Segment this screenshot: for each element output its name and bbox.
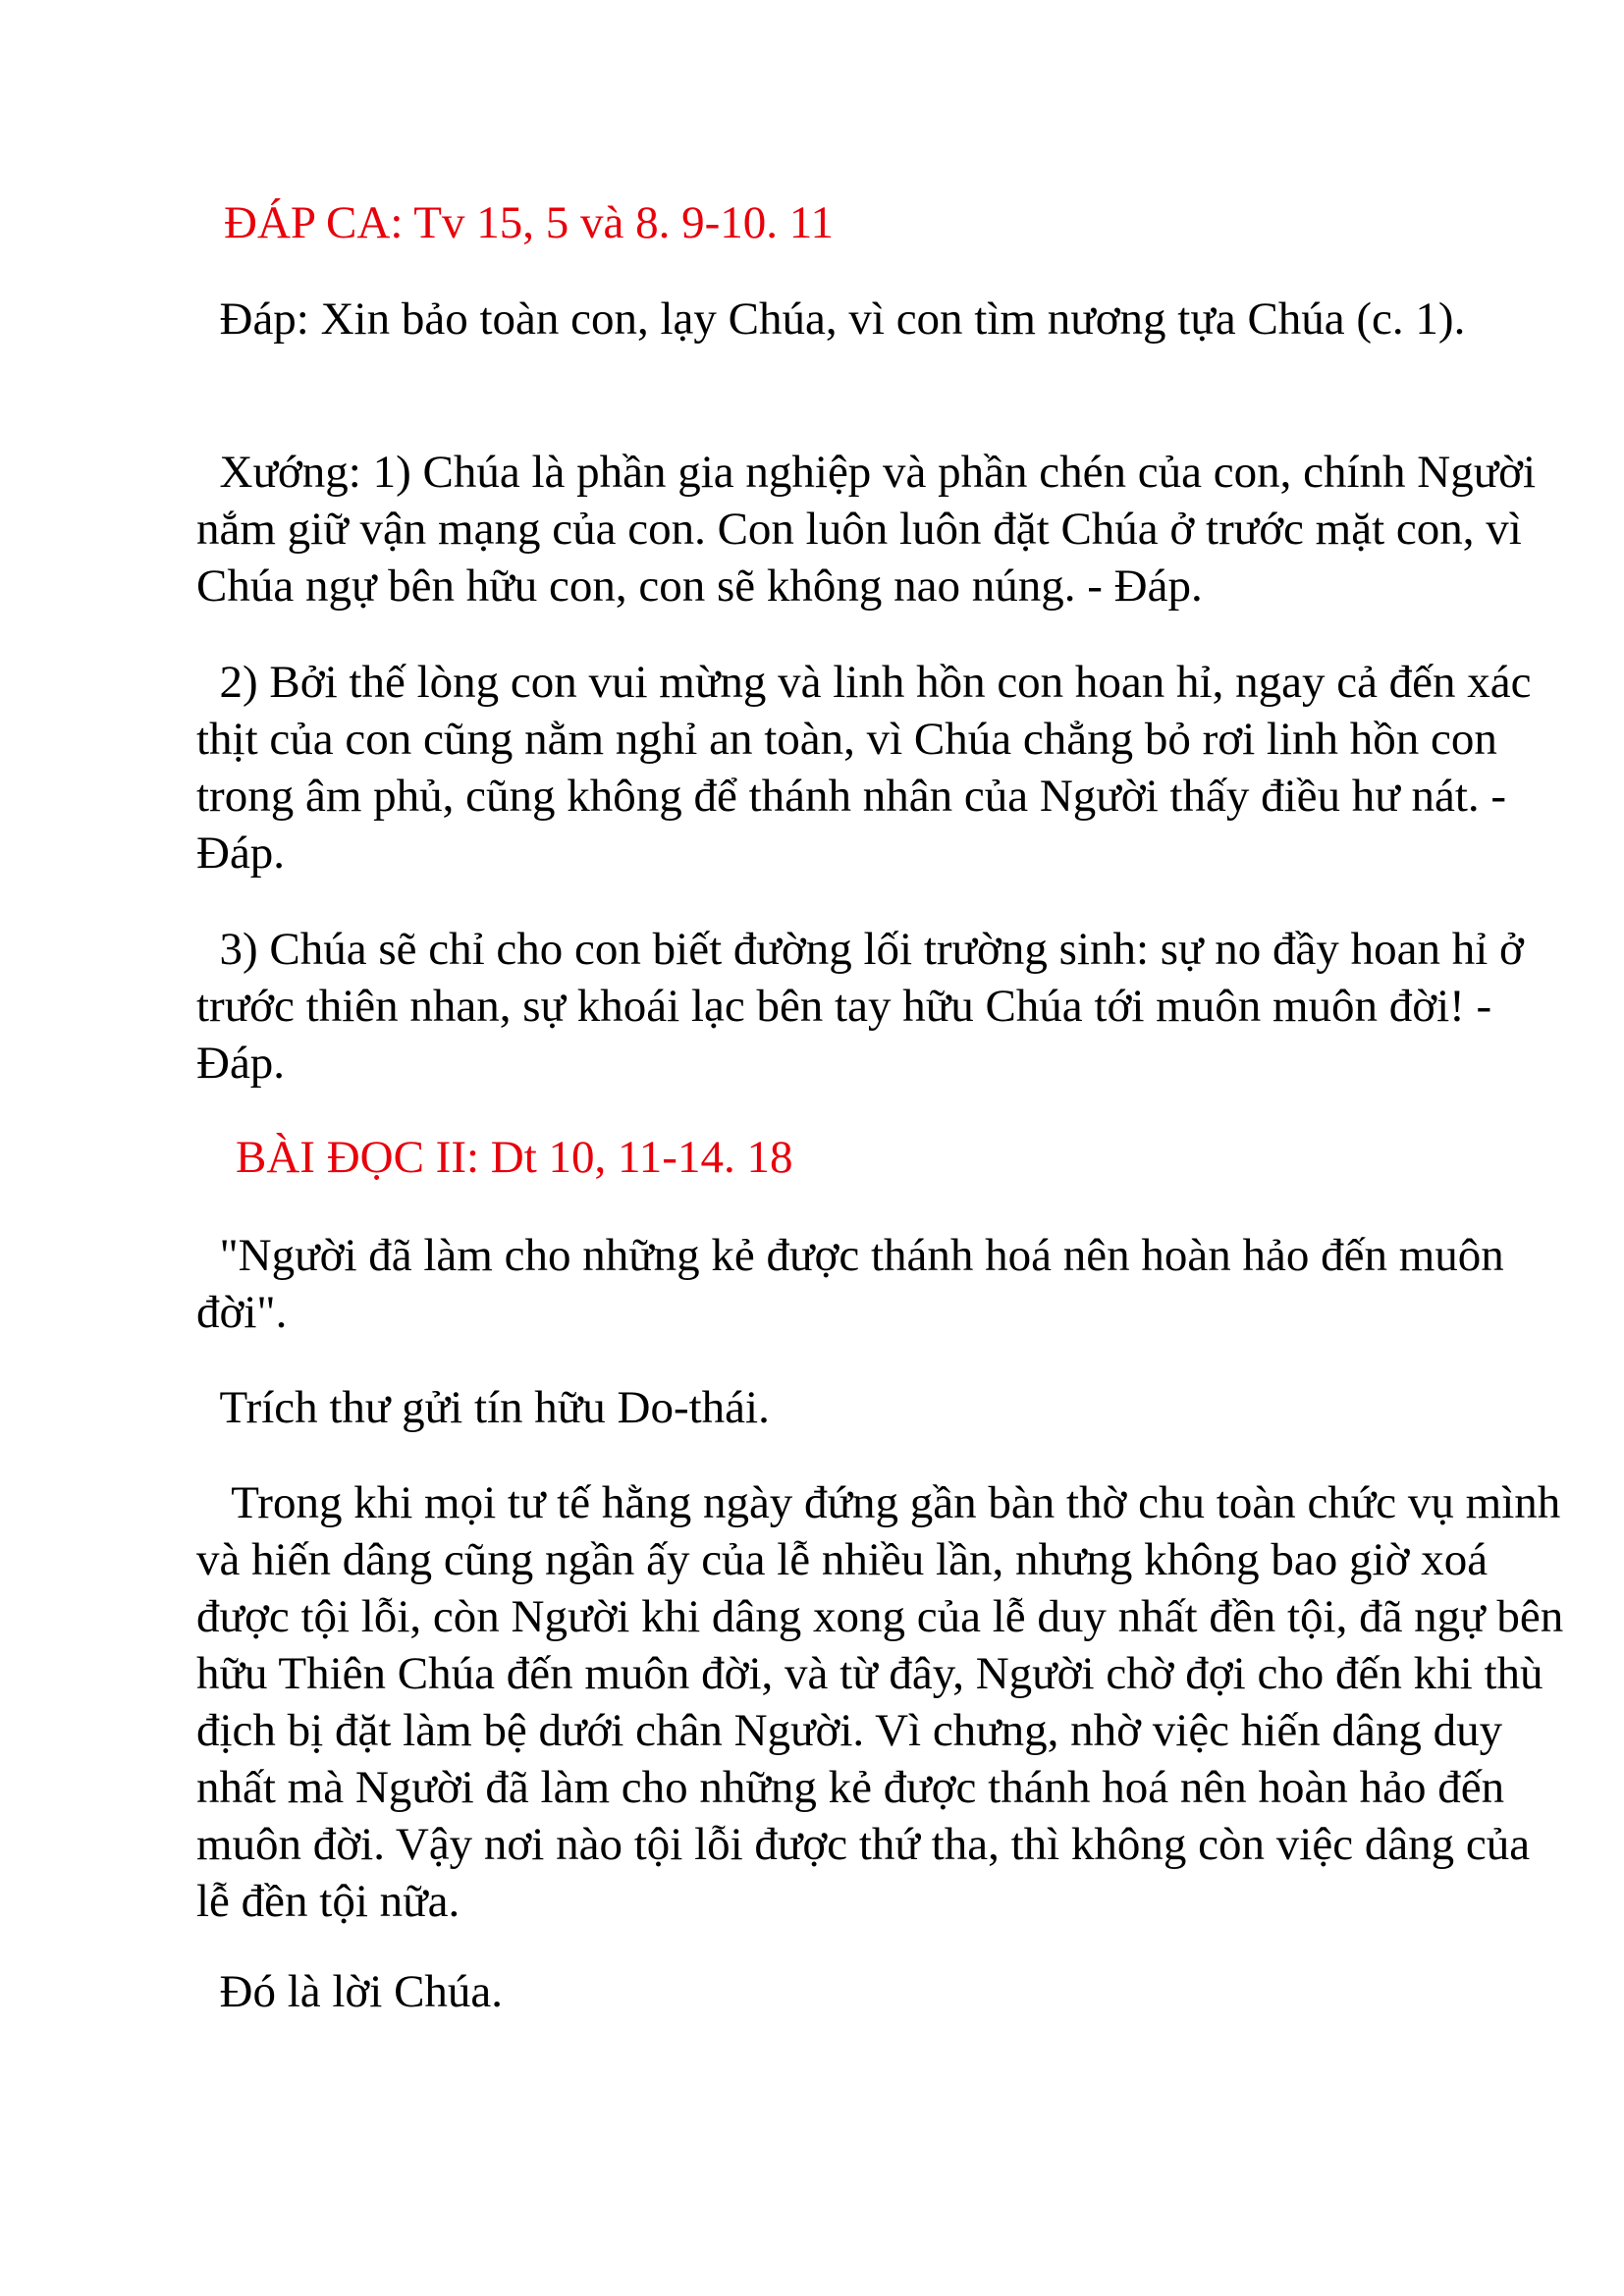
verse-3-paragraph: 3) Chúa sẽ chỉ cho con biết đường lối trường sinh: sự no đầy hoan hỉ ở trước thiên nhan, sự khoái lạc bên tay hữu Chúa tới muôn muôn đời! - Đáp.: [196, 924, 1536, 1089]
verse-2-paragraph: 2) Bởi thế lòng con vui mừng và linh hồn con hoan hỉ, ngay cả đến xác thịt của con cũng nằm nghỉ an toàn, vì Chúa chẳng bỏ rơi linh hồn con trong âm phủ, cũng không để thánh nhân của Người thấy điều hư nát. - Đáp.: [196, 657, 1543, 879]
closing-line: Đó là lời Chúa.: [196, 1966, 504, 2017]
reading-source: Trích thư gửi tín hữu Do-thái.: [196, 1382, 770, 1433]
reading-subtitle: "Người đã làm cho những kẻ được thánh hoá nên hoàn hảo đến muôn đời".: [196, 1230, 1516, 1338]
reading-text: Trong khi mọi tư tế hằng ngày đứng gần bàn thờ chu toàn chức vụ mình và hiến dâng cũng ngần ấy của lễ nhiều lần, nhưng không bao giờ xoá được tội lỗi, còn Người khi dâng xong của lễ duy nhất đền tội, đã ngự bên hữu Thiên Chúa đến muôn đời, và từ đây, Người chờ đợi cho đến khi thù địch bị đặt làm bệ dưới chân Người. Vì chưng, nhờ việc hiến dâng duy nhất mà Người đã làm cho những kẻ được thánh hoá nên hoàn hảo đến muôn đời. Vậy nơi nào tội lỗi được thứ tha, thì không còn việc dâng của lễ đền tội nữa.: [196, 1477, 1576, 1927]
reading-heading: BÀI ĐỌC II: Dt 10, 11-14. 18: [236, 1132, 793, 1183]
verse-1-paragraph: Xướng: 1) Chúa là phần gia nghiệp và phần chén của con, chính Người nắm giữ vận mạng của con. Con luôn luôn đặt Chúa ở trước mặt con, vì Chúa ngự bên hữu con, con sẽ không nao núng. - Đáp.: [196, 447, 1547, 612]
psalm-heading: ĐÁP CA: Tv 15, 5 và 8. 9-10. 11: [224, 197, 835, 248]
response-paragraph: Đáp: Xin bảo toàn con, lạy Chúa, vì con tìm nương tựa Chúa (c. 1).: [196, 294, 1466, 345]
